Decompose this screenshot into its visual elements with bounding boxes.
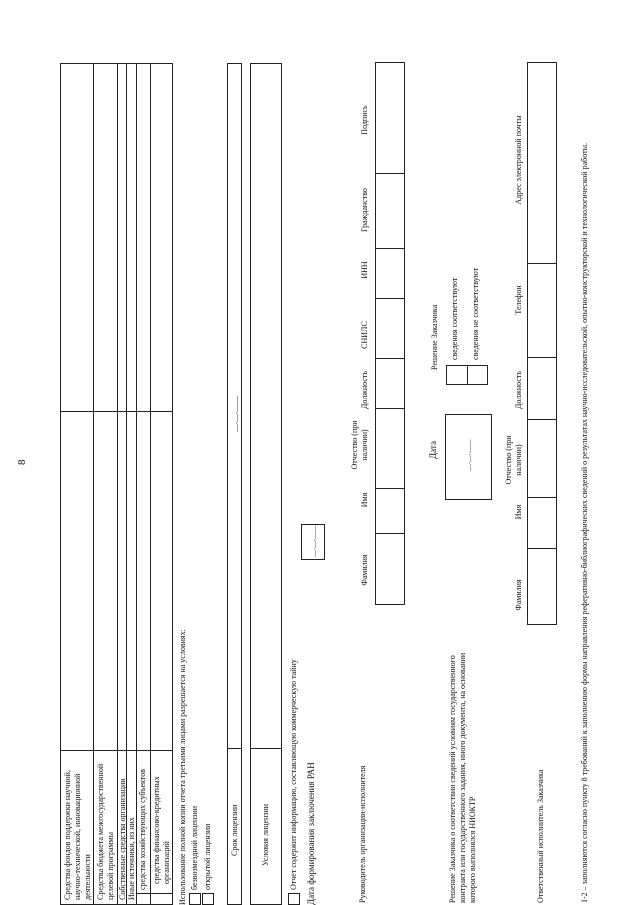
funding-row: средства хозяйствующих субъектов — [138, 769, 147, 890]
executor-col-header: Адрес электронной почты — [514, 115, 523, 205]
license-conditions-label: Условия лицензии — [261, 803, 270, 866]
executor-label: Ответственный исполнитель Заказчика — [536, 769, 545, 903]
commercial-secret-label: Отчет содержит информацию, составляющую коммерческую тайну — [289, 659, 298, 890]
license-term-field[interactable] — [227, 63, 242, 905]
license-term-value: __.__.____ — [230, 396, 239, 432]
funding-table — [60, 63, 173, 905]
license-intro: Использование полной копии отчета третьими лицами разрешается на условиях: — [178, 629, 187, 905]
page-number: 8 — [16, 459, 28, 465]
head-col-header: СНИЛС — [360, 321, 369, 349]
commercial-secret-checkbox[interactable] — [288, 893, 300, 905]
funding-row: Средства бюджета межгосударственной целевой программы — [96, 763, 115, 900]
ran-date-label: Дата формирования заключения РАН — [306, 762, 316, 905]
decision-text: Решение Заказчика о соответствии сведений условиям государственного контракта или государственного задания, иного документа, на основании которого выполнялся НИОКТР — [448, 652, 477, 903]
decision-date-field[interactable] — [445, 414, 492, 500]
head-col-header: Должность — [360, 370, 369, 410]
head-col-header: Фамилия — [360, 554, 369, 586]
customer-decision-label: Решение Заказчика — [430, 304, 439, 370]
free-license-label: безвозмездной лицензии — [190, 805, 199, 890]
head-col-header: Гражданство — [360, 188, 369, 232]
executor-col-header: Отчество (при наличии) — [504, 435, 523, 485]
license-conditions-field[interactable] — [250, 63, 282, 905]
funding-row: Средства фондов поддержки научной, научно-технической, инновационной деятельности — [63, 770, 92, 900]
open-license-checkbox[interactable] — [202, 893, 214, 905]
head-label: Руководитель организации-исполнителя — [358, 765, 367, 903]
funding-row: Собственные средства организации — [118, 778, 127, 900]
executor-col-header: Телефон — [514, 285, 523, 315]
funding-row: средства финансово-кредитных организаций — [152, 776, 171, 884]
head-col-header: ИНН — [360, 261, 369, 279]
executor-row[interactable] — [527, 62, 557, 625]
ran-date-value: __.__.____ — [309, 525, 317, 557]
executor-col-header: Имя — [514, 504, 523, 520]
funding-row: Иные источники, из них — [127, 817, 136, 900]
decision-date-label: Дата — [428, 441, 438, 459]
open-license-label: открытой лицензии — [203, 823, 212, 890]
executor-col-header: Должность — [514, 370, 523, 410]
option-match-label: сведения соответствуют — [450, 277, 459, 360]
ran-date-field[interactable] — [301, 524, 325, 560]
executor-col-header: Фамилия — [514, 579, 523, 611]
decision-date-value: __.__.____ — [464, 439, 472, 471]
option-nomatch-label: сведения не соответствуют — [471, 267, 480, 360]
free-license-checkbox[interactable] — [189, 893, 201, 905]
head-col-header: Подпись — [360, 105, 369, 135]
footnote: 1-2 – заполняются согласно пункту 8 требований к заполнению формы направления реферативно-библиографических сведений о результатах научно-исследовательской, опытно-конструкторской и технологической работы. — [580, 143, 589, 903]
license-term-label: Срок лицензии — [230, 804, 239, 856]
head-col-header: Отчество (при наличии) — [350, 420, 369, 470]
head-col-header: Имя — [360, 492, 369, 508]
head-row[interactable] — [375, 62, 405, 605]
